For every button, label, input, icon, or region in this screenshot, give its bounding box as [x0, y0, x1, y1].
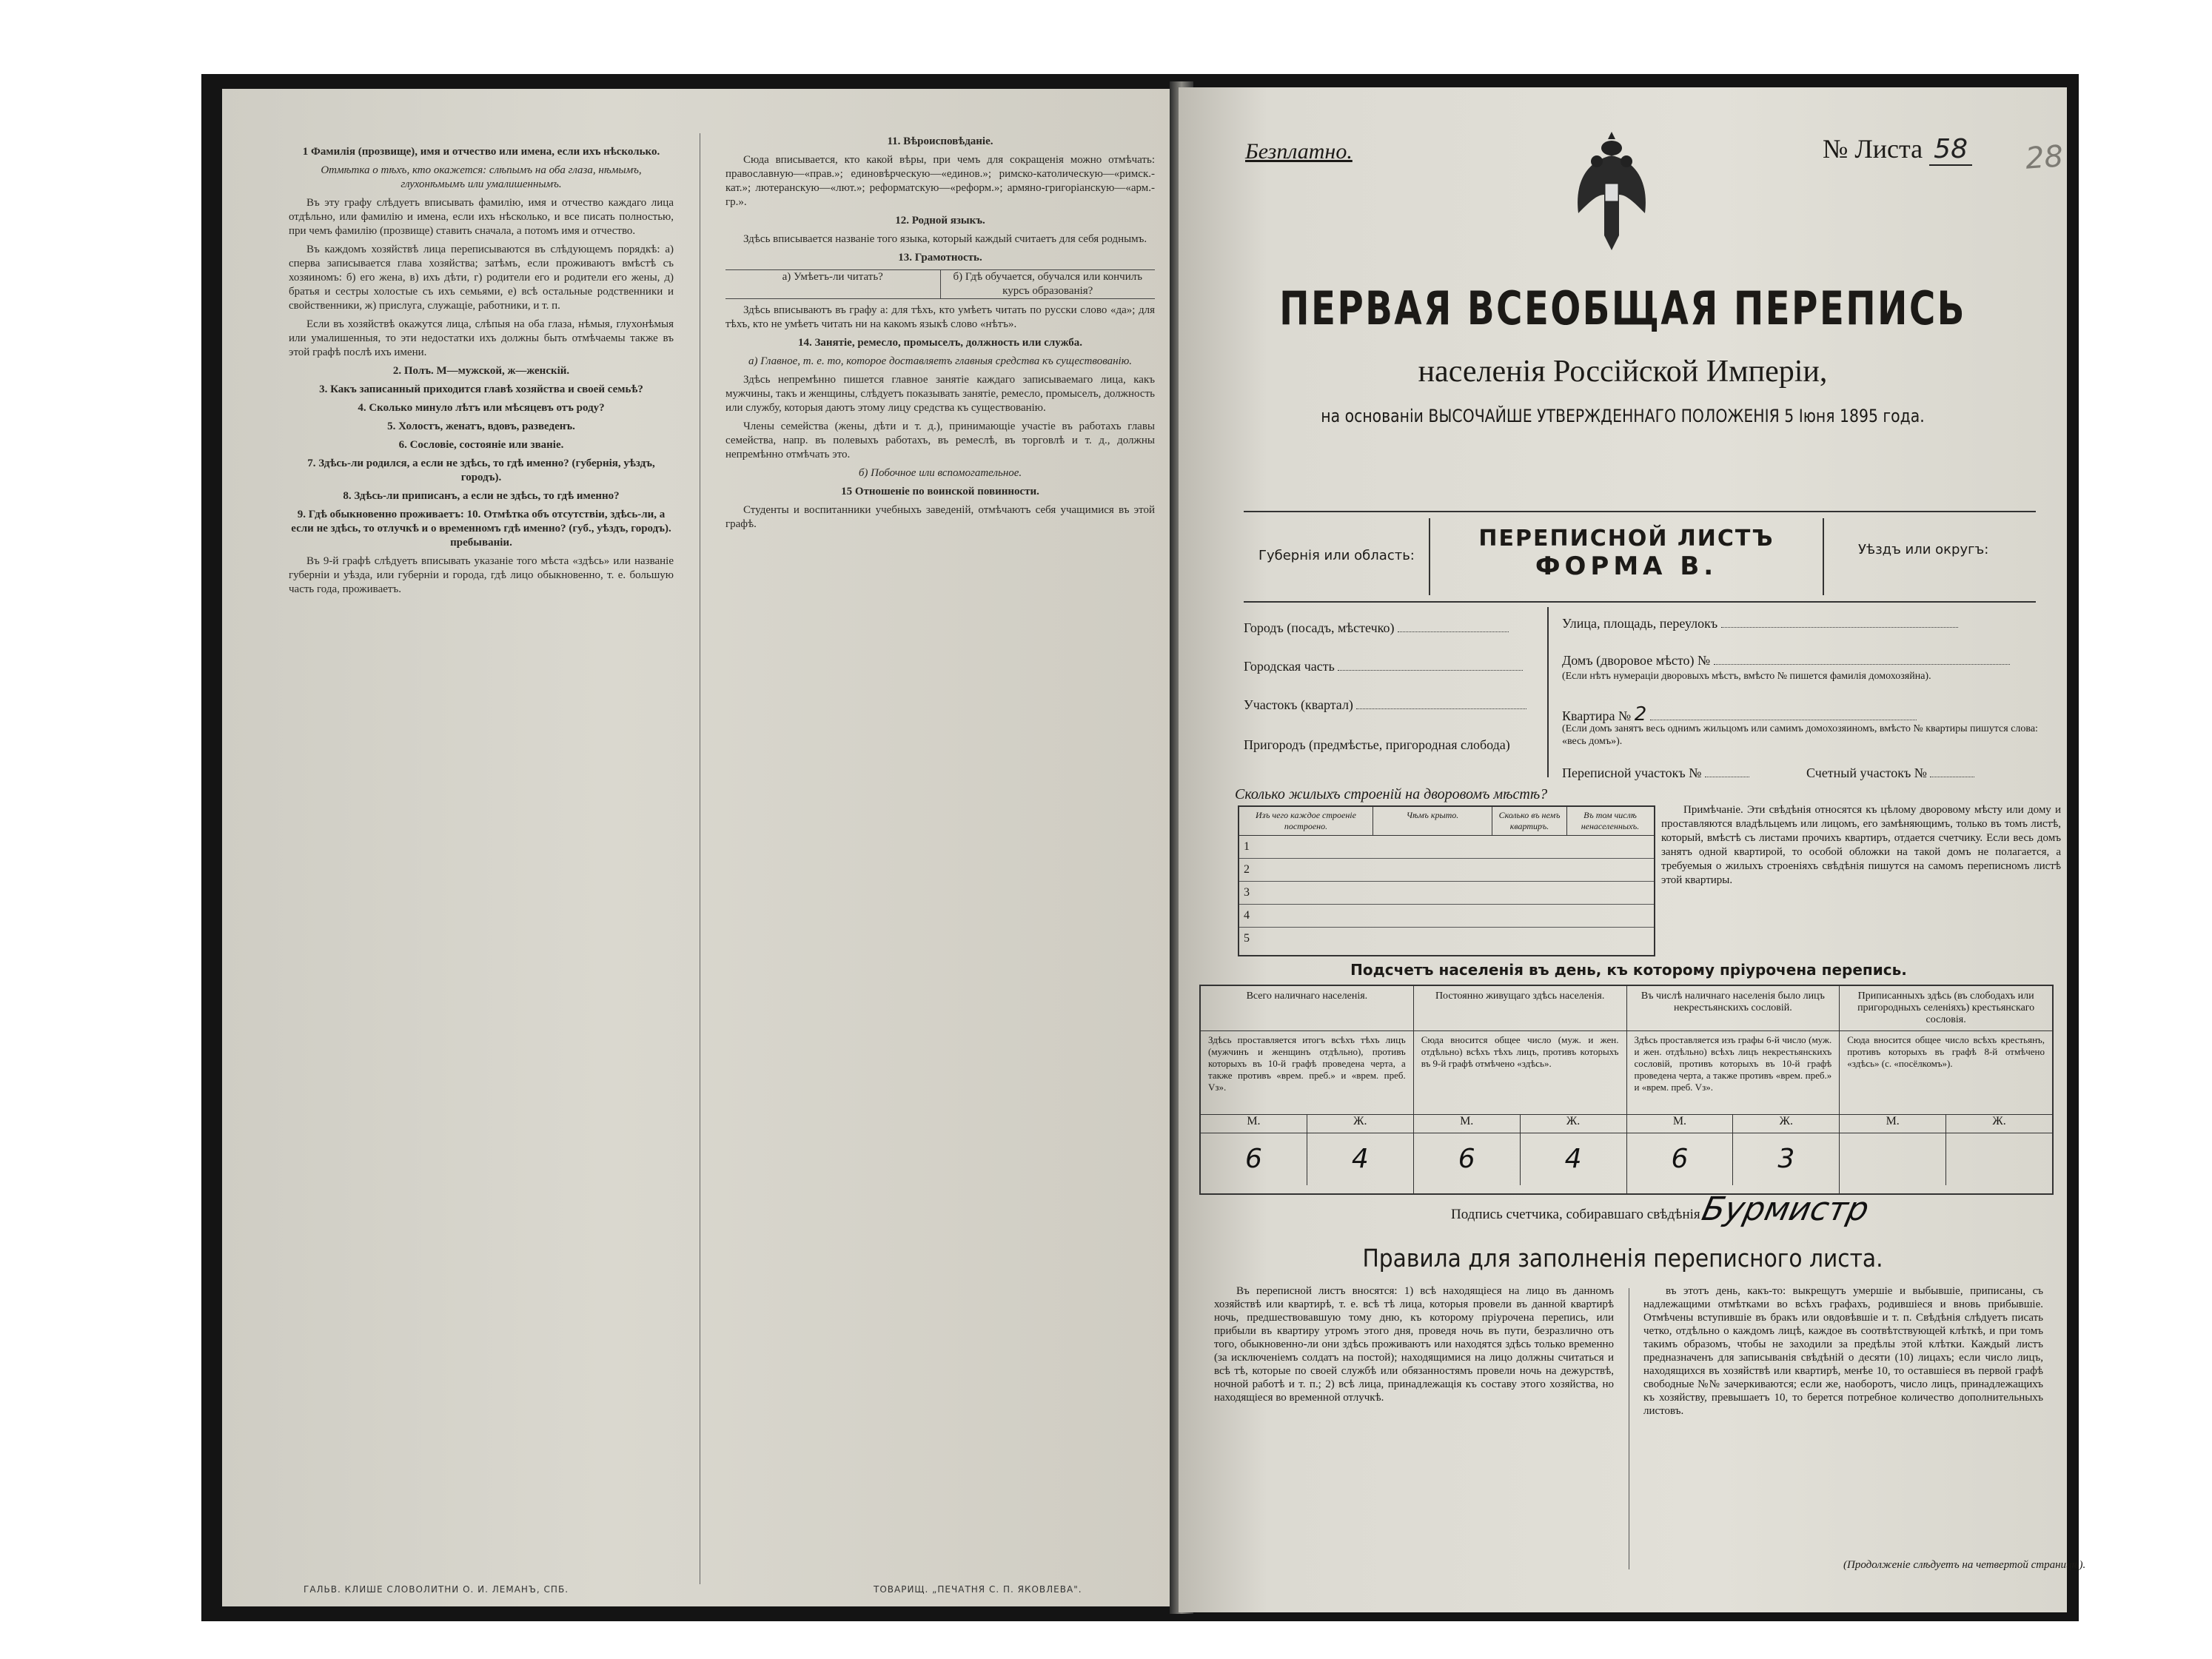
item12-heading: 12. Родной языкъ.: [895, 215, 985, 227]
houses-col-roof: Чѣмъ крыто.: [1373, 807, 1492, 835]
item4-heading: 4. Сколько минуло лѣтъ или мѣсяцевъ отъ роду?: [358, 402, 605, 414]
sheet-number-label: № Листа: [1823, 134, 1923, 164]
houses-col-material: Изъ чего каждое строеніе построено.: [1239, 807, 1373, 835]
item13-heading: 13. Грамотность.: [898, 252, 982, 264]
left-imprint: ГАЛЬВ. КЛИШЕ СЛОВОЛИТНИ О. И. ЛЕМАНЪ, СПБ.: [304, 1584, 569, 1595]
apartment-note: (Если домъ занятъ весь однимъ жильцомъ или самимъ домохозяиномъ, вмѣсто № квартиры пишутся слова: «весь домъ»).: [1562, 723, 2038, 747]
item1-heading: 1 Фамилія (прозвище), имя и отчество или имена, если ихъ нѣсколько.: [302, 146, 660, 158]
pop-permanent-f: 4: [1564, 1144, 1582, 1174]
pop-col-peasant: Приписанныхъ здѣсь (въ слободахъ или пригородныхъ селеніяхъ) крестьянскаго сословія. Сюда вносится общее число всѣхъ крестьянъ, противъ которыхъ въ графѣ 8-й отмѣчено «здѣсь» (с. «посёлкомъ»). М. Ж.: [1840, 986, 2052, 1193]
paragraph: Здѣсь вписываютъ въ графу а: для тѣхъ, кто умѣетъ читать по русски слово «да»; для тѣхъ, кто не умѣетъ читать ни на какомъ языкѣ слово «нѣтъ».: [725, 304, 1155, 330]
sheet-title-box: [1429, 518, 1824, 595]
census-subtitle: населенія Россійской Имперіи,: [1418, 355, 1828, 389]
rules-left-column: Въ переписной листъ вносятся: 1) всѣ находящіеся на лицо въ данномъ хозяйствѣ или квартирѣ, т. е. всѣ тѣ лица, которыя провели въ данной квартирѣ ночь, предшествовавшую тому дню, къ которому пріурочена перепись, или прибыли въ квартиру утромъ этого дня, проведя ночь въ пути, безразлично отъ того, обыкновенно-ли они здѣсь проживаютъ или находятся здѣсь только временно (за исключеніемъ солдатъ на постой); находящимися на лицо должны считаться и всѣ тѣ, которые по своей службѣ или обязанностямъ провели ночь на дежурствѣ, ночной работѣ и т. п.; 2) всѣ лица, принадлежащія къ составу этого хозяйства, но находящіеся во временной отлучкѣ.: [1214, 1285, 1614, 1404]
item8-heading: 8. Здѣсь-ли приписанъ, а если не здѣсь, то гдѣ именно?: [343, 490, 620, 502]
pop-nonpeasant-m: 6: [1627, 1133, 1734, 1185]
item5-heading: 5. Холостъ, женатъ, вдовъ, разведенъ.: [387, 420, 575, 432]
pop-col-permanent: Постоянно живущаго здѣсь населенія. Сюда вносится общее число (муж. и жен. отдѣльно) всѣхъ тѣхъ лицъ, противъ которыхъ въ 9-й графѣ отмѣчено «здѣсь». М. Ж. 6 4: [1414, 986, 1627, 1193]
field-apartment: Квартира № 2: [1562, 703, 1917, 725]
population-title: Подсчетъ населенія въ день, къ которому пріурочена перепись.: [1350, 961, 1907, 979]
pop-peasant-f: [1946, 1133, 2052, 1185]
pop-peasant-m: [1840, 1133, 1946, 1185]
table-row: 1: [1239, 836, 1654, 859]
imperial-eagle-icon: [1571, 132, 1652, 258]
district-label: Уѣздъ или округъ:: [1858, 542, 1989, 557]
rules-title: Правила для заполненія переписного листа.: [1362, 1244, 1883, 1273]
paragraph: Члены семейства (жены, дѣти и т. д.), принимающіе участіе въ работахъ главы семейства, напр. въ полевыхъ работахъ, въ ремеслѣ, въ торговлѣ и т. д., должны непремѣнно отмѣчать это.: [725, 420, 1155, 460]
table-row: 5: [1244, 932, 1250, 945]
field-count-district: Счетный участокъ №: [1806, 765, 1974, 781]
paragraph: Если въ хозяйствѣ окажутся лица, слѣпыя на оба глаза, нѣмыя, глухонѣмыя или умалишенныя, то эти недостатки ихъ должны быть отмѣчаемы также въ этой графѣ послѣ ихъ имени.: [289, 318, 674, 358]
house-note: (Если нѣтъ нумераціи дворовыхъ мѣстъ, вмѣсто № пишется фамилія домохозяйна).: [1562, 671, 1931, 682]
paragraph: Студенты и воспитанники учебныхъ заведеній, отмѣчаютъ себя учащимися въ этой графѣ.: [725, 504, 1155, 530]
province-label: Губернія или область:: [1259, 548, 1415, 563]
pop-present-f: 4: [1351, 1144, 1369, 1174]
pencil-page-number: 28: [2024, 139, 2065, 176]
form-header: [1244, 511, 2036, 603]
houses-col-unoccupied: Въ том числѣ ненаселенныхъ.: [1581, 810, 1640, 831]
paragraph: Сюда вписывается, кто какой вѣры, при чемъ для сокращенія можно отмѣчать: православную—«прав.»; единовѣрческую—«единов.»; римско-католическую—«римск.-кат.»; лютеранскую—«лют.»; реформатскую—«реформ.»; армяно-григоріанскую—«арм.-гр.».: [725, 154, 1155, 208]
paragraph: Въ каждомъ хозяйствѣ лица переписываются въ слѣдующемъ порядкѣ: а) сперва записывается глава хозяйства; затѣмъ, если проживаютъ вмѣстѣ съ хозяиномъ: б) его жена, в) ихъ дѣти, г) родители его и родители его жены, д) братья и сестры холостые съ ихъ семьями, е) всѣ остальные родственники и свойственники, ж) прислуга, служащіе, работники, и т. п.: [289, 244, 674, 312]
field-city-part: Городская часть: [1244, 659, 1523, 674]
pop-permanent-m: 6: [1414, 1133, 1521, 1185]
form-label: ФОРМА В.: [1535, 552, 1718, 581]
right-imprint: ТОВАРИЩ. „ПЕЧАТНЯ С. П. ЯКОВЛЕВА".: [874, 1584, 1082, 1595]
field-suburb: Пригородъ (предмѣстье, пригородная слобода): [1244, 737, 1510, 752]
item11-heading: 11. Вѣроисповѣданіе.: [887, 135, 993, 147]
field-quarter: Участокъ (квартал): [1244, 697, 1526, 713]
table-row: 2: [1239, 859, 1654, 882]
right-column: [725, 132, 1155, 1583]
continued-note: (Продолженіе слѣдуетъ на четвертой страницѣ).: [1843, 1559, 2086, 1571]
free-label: Безплатно.: [1245, 139, 1353, 164]
item13-b: б) Гдѣ обучается, обучался или кончилъ курсъ образованія?: [953, 271, 1142, 297]
left-page: [222, 89, 1184, 1606]
item3-heading: 3. Какъ записанный приходится главѣ хозяйства и своей семьѣ?: [319, 383, 643, 395]
rules-right-column: въ этотъ день, какъ-то: выкрещутъ умершіе и выбывшіе, приписаны, съ надлежащими отмѣтками во всѣхъ графахъ, родившіеся и вновь прибывшіе. Отмѣчены вступившіе въ бракъ или овдовѣвшіе и т. п. Свѣдѣнія слѣдуетъ писать четко, отдѣльно о каждомъ лицѣ, каждое въ соотвѣтствующей клѣткѣ, и при томъ такимъ образомъ, чтобы не заходили за предѣлы этой клѣтки. Каждый листъ предназначенъ для записыванія свѣдѣній о десяти (10) лицахъ; если число лицъ, находящихся въ хозяйствѣ или квартирѣ, менѣе 10, то оставшіеся въ первой графѣ свободные №№ зачеркиваются; если же, наоборотъ, число лицъ, принадлежащихъ къ хозяйству, превышаетъ 10, то берется потребное количество дополнительныхъ листовъ.: [1643, 1285, 2043, 1417]
paragraph: Въ эту графу слѣдуетъ вписывать фамилію, имя и отчество каждаго лица отдѣльно, или фамилію и имена, если ихъ нѣсколько, и все писать полностью, при чемъ фамилію (прозвище) ставить сначала, а потомъ имя и отчество.: [289, 197, 674, 237]
item14-a: а) Главное, т. е. то, которое доставляетъ главныя средства къ существованію.: [748, 355, 1133, 367]
field-town: Городъ (посадъ, мѣстечко): [1244, 620, 1509, 636]
houses-question: Сколько жилыхъ строеній на дворовомъ мѣстѣ?: [1235, 786, 1548, 802]
houses-note: Примѣчаніе. Эти свѣдѣнія относятся къ цѣлому дворовому мѣсту или дому и проставляются владѣльцемъ или лицомъ, его замѣняющимъ, только въ томъ листѣ, который, вмѣстѣ съ листами прочихъ квартиръ, отдается счетчику. Если весь домъ занятъ одной квартирой, то особой обложки на такой домъ не полагается, а требуемыя о жилыхъ строеніяхъ свѣдѣнія пишутся на самомъ переписномъ листѣ этой квартиры.: [1661, 804, 2061, 886]
table-row: 4: [1239, 905, 1654, 928]
item13-a: а) Умѣетъ-ли читать?: [725, 270, 941, 298]
houses-header: [1239, 807, 1654, 836]
item13-subheads: [725, 269, 1155, 299]
item7-heading: 7. Здѣсь-ли родился, а если не здѣсь, то гдѣ именно? (губернія, уѣздъ, городъ).: [307, 458, 655, 483]
field-census-district: Переписной участокъ №: [1562, 765, 1749, 781]
item14-b: б) Побочное или вспомогательное.: [858, 467, 1022, 479]
field-street: Улица, площадь, переулокъ: [1562, 616, 1958, 631]
counter-signature: Бурмистр: [1698, 1190, 1873, 1228]
census-basis: на основаніи ВЫСОЧАЙШЕ УТВЕРЖДЕННАГО ПОЛОЖЕНІЯ 5 Іюня 1895 года.: [1321, 406, 1925, 426]
item9-10-heading: 9. Гдѣ обыкновенно проживаетъ: 10. Отмѣтка объ отсутствіи, здѣсь-ли, а если не здѣсь, то отлучкѣ и о временномъ гдѣ именно? (губ., уѣздъ, городъ). пребываніи.: [291, 509, 671, 549]
houses-col-apartments: Сколько въ немъ квартиръ.: [1492, 807, 1567, 835]
sheet-number: [1823, 133, 1972, 164]
pop-col-non-peasant: Въ числѣ наличнаго населенія было лицъ некрестьянскихъ сословій. Здѣсь проставляется изъ графы 6-й число (муж. и жен. отдѣльно) всѣхъ лицъ некрестьянскихъ сословій, противъ которыхъ въ 10-й графѣ проведена черта, а также противъ «врем. преб.» и «врем. преб. Vз». М. Ж. 6 3: [1627, 986, 1840, 1193]
population-table: [1199, 985, 2054, 1195]
paragraph: Въ 9-й графѣ слѣдуетъ вписывать указаніе того мѣста «здѣсь» или названіе губерніи и уѣзда, или губерніи и города, гдѣ лицо обыкновенно, т. е. большую часть года, проживаетъ.: [289, 555, 674, 595]
item15-heading: 15 Отношеніе по воинской повинности.: [841, 486, 1039, 497]
houses-table: [1238, 805, 1655, 956]
fields-divider: [1547, 607, 1549, 777]
census-title: ПЕРВАЯ ВСЕОБЩАЯ ПЕРЕПИСЬ: [1279, 281, 1966, 335]
item14-heading: 14. Занятіе, ремесло, промыселъ, должность или служба.: [797, 337, 1083, 349]
pop-present-m: 6: [1201, 1133, 1307, 1185]
pop-col-present: Всего наличнаго населенія. Здѣсь проставляется итогъ всѣхъ тѣхъ лицъ (мужчинъ и женщинъ отдѣльно), противъ которыхъ въ 10-й графѣ проведена черта, а также противъ «врем. преб.» и «врем. преб. Vз». М. Ж. 6 4: [1201, 986, 1414, 1193]
pop-nonpeasant-f: 3: [1777, 1144, 1795, 1174]
table-row: 3: [1239, 882, 1654, 905]
paragraph: Здѣсь вписывается названіе того языка, который каждый считаетъ для себя роднымъ.: [743, 233, 1147, 245]
counter-signature-label: Подпись счетчика, собиравшаго свѣдѣнія: [1451, 1207, 1700, 1222]
left-column: [289, 142, 674, 1578]
item6-heading: 6. Сословіе, состояніе или званіе.: [398, 439, 564, 451]
sheet-number-value: 58: [1929, 134, 1972, 166]
item1-sub: Отмѣтка о тѣхъ, кто окажется: слѣпымъ на оба глаза, нѣмымъ, глухонѣмымъ или умалишеннымъ.: [321, 164, 642, 190]
field-house: Домъ (дворовое мѣсто) №: [1562, 653, 2010, 668]
item2-heading: 2. Полъ. М—мужской, ж—женскій.: [392, 365, 570, 377]
sheet-title: ПЕРЕПИСНОЙ ЛИСТЪ: [1478, 526, 1774, 552]
apartment-value: 2: [1634, 703, 1647, 725]
paragraph: Здѣсь непремѣнно пишется главное занятіе каждаго записываемаго лица, какъ мужчины, такъ и женщины, слѣдуетъ показывать занятіе, ремесло, промыселъ, должность или службу, которыя даютъ этому лицу средства къ существованію.: [725, 374, 1155, 414]
